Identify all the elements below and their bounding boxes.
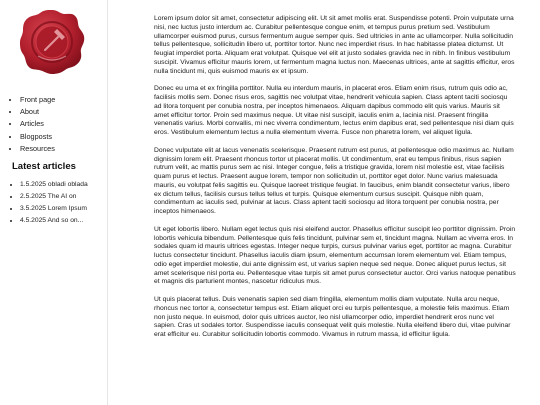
latest-articles-list xyxy=(8,181,116,229)
nav-item-about[interactable] xyxy=(20,106,55,118)
latest-article-link[interactable]: 1.5.2025 obladi oblada xyxy=(20,181,88,188)
nav-link-resources[interactable]: Resources xyxy=(20,143,55,153)
list-item[interactable] xyxy=(20,205,116,214)
main-nav xyxy=(8,94,55,155)
content-paragraph: Lorem ipsum dolor sit amet, consectetur adipiscing elit. Ut sit amet mollis erat. Suspendisse potenti. Proin vulputate urna nisi, nec luctus justo interdum ac. Curabitur pellentesque congue enim, et tempus purus pretium sed. Vestibulum ullamcorper euismod purus, cursus fermentum augue semper quis. Sed ultricies in ante ac ullamcorper. Nulla sollicitudin tellus pellentesque, sollicitudin libero ut, porttitor tortor. Nunc nec imperdiet risus. In hac habitasse platea dictumst. Ut feugiat imperdiet porta. Aliquam erat volutpat. Quisque vel elit at justo sodales gravida nec in nibh. In finibus vestibulum suscipit. Vivamus efficitur mauris lorem, ut fermentum magna luctus non. Maecenas ultrices, ante at sagittis efficitur, eros nulla tincidunt mi, quis euismod mauris ex et ipsum. xyxy=(154,15,515,75)
nav-link-about[interactable]: About xyxy=(20,107,40,117)
list-item[interactable] xyxy=(20,181,116,190)
nav-item-front-page[interactable] xyxy=(20,94,55,106)
content-paragraph: Donec eu urna et ex fringilla porttitor. Nulla eu interdum mauris, in placerat eros. Etiam enim risus, rutrum quis odio ac, facilisis mollis sem. Donec risus eros, sagittis nec volutpat vitae, hendrerit vehicula sapien. Class aptent taciti sociosqu ad litora torquent per conubia nostra, per inceptos himenaeos. Aliquam dapibus commodo elit quis varius. Mauris sit amet efficitur tortor. Proin sed maximus neque. Ut vitae nisl suscipit, iaculis enim a, lacinia nisl. Praesent fringilla venenatis varius. Morbi convallis, mi nec viverra condimentum, lectus enim dapibus erat, sed pellentesque nisi diam quis eros. Vestibulum elementum lectus a nulla elementum viverra. Fusce non pharetra lorem, vel aliquet ligula. xyxy=(154,85,514,136)
nav-link-articles[interactable]: Articles xyxy=(20,119,44,129)
wax-seal-hammer-icon[interactable] xyxy=(18,8,86,76)
latest-article-link[interactable]: 2.5.2025 The AI on xyxy=(20,193,77,201)
sidebar xyxy=(0,0,108,405)
list-item[interactable] xyxy=(20,217,116,226)
nav-item-articles[interactable] xyxy=(20,118,55,130)
nav-link-blogposts[interactable]: Blogposts xyxy=(20,131,53,141)
content-paragraph: Ut quis placerat tellus. Duis venenatis sapien sed diam fringilla, elementum mollis diam vulputate. Nulla arcu neque, rhoncus nec tortor a, consectetur tempus est. Etiam aliquet orci eu turpis pellentesque, a molestie felis maximus. Etiam non justo neque. In euismod, dolor quis ultrices auctor, leo nisl ullamcorper odio, imperdiet hendrerit eros nunc vel sapien. Cras ut sodales tortor. Suspendisse iaculis consequat velit quis molestie. Nulla eleifend libero dui, vitae pulvinar erat efficitur eu. Curabitur sollicitudin lobortis commodo. Vivamus in rutrum massa, id efficitur ligula. xyxy=(154,296,511,338)
latest-article-link[interactable]: 3.5.2025 Lorem Ipsum xyxy=(20,205,87,213)
main-content xyxy=(154,15,516,349)
nav-item-blogposts[interactable] xyxy=(20,131,55,143)
content-paragraph: Ut eget lobortis libero. Nullam eget lectus quis nisi eleifend auctor. Phasellus efficitur suscipit leo porttitor dignissim. Proin lobortis vehicula bibendum. Pellentesque quis felis tincidunt, pulvinar sem et, tincidunt magna. Nullam ac viverra eros. In sodales quam id mauris ultrices egestas. Integer neque turpis, cursus pulvinar varius eget, porttitor ac magna. Curabitur luctus consectetur tincidunt. Phasellus iaculis diam ipsum, elementum accumsan lorem elementum vel. Etiam tempus, odio eget imperdiet molestie, dui ante dignissim est, ut varius sapien neque sed neque. Donec aliquet purus lectus, sit amet scelerisque nisl porta eu. Pellentesque vitae turpis sit amet purus consectetur auctor. Orci varius natoque penatibus et magnis dis parturient montes, nascetur ridiculus mus. xyxy=(154,225,516,286)
latest-article-link[interactable]: 4.5.2025 And so on... xyxy=(20,217,84,225)
nav-link-front-page[interactable]: Front page xyxy=(20,95,56,104)
list-item[interactable] xyxy=(20,193,116,202)
content-paragraph: Donec vulputate elit at lacus venenatis scelerisque. Praesent rutrum est purus, at pellentesque odio maximus ac. Nullam dignissim lorem elit. Praesent rhoncus tortor ut placerat mollis. Ut condimentum, erat eu tempus finibus, risus sapien rutrum velit, ac mattis purus sem ac nisi. Integer congue, felis a tristique gravida, lorem nisl molestie est, vitae facilisis quam purus et lectus. Praesent augue lorem, tempor non sollicitudin ut, porttitor eget dolor. Nunc varius malesuada mauris, eu volutpat felis sagittis eu. Quisque laoreet tristique feugiat. In faucibus, enim blandit consectetur varius, libero ex dictum tellus, facilisis cursus tellus tellus et turpis. Quisque elementum cursus suscipit. Quisque nibh quam, condimentum ac iaculis sed, pulvinar at lacus. Class aptent taciti sociosqu ad litora torquent per conubia nostra, per inceptos himenaeos. xyxy=(154,146,514,215)
latest-articles-heading: Latest articles xyxy=(12,161,76,172)
nav-item-resources[interactable] xyxy=(20,143,55,155)
